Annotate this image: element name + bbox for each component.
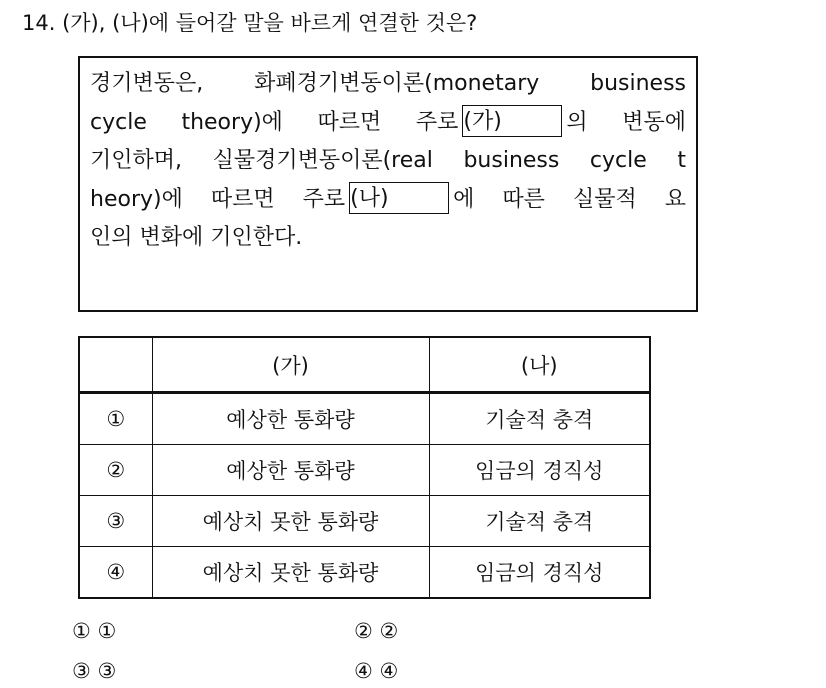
row-number: ① — [79, 393, 152, 445]
cell-ga: 예상치 못한 통화량 — [152, 547, 429, 599]
answer-option-1[interactable] — [72, 614, 116, 648]
answer-label: ④ — [354, 659, 373, 683]
cell-ga: 예상치 못한 통화량 — [152, 496, 429, 547]
passage-line-1: 경기변동은, 화폐경기변동이론(monetary business — [90, 71, 686, 96]
table-header-cell: (가) — [152, 337, 429, 393]
passage-line-5: 인의 변화에 기인한다. — [90, 225, 303, 250]
answer-value: ① — [97, 619, 117, 643]
passage-text: 의 변동에 — [566, 109, 686, 135]
table-header-row — [79, 337, 650, 393]
table-row — [79, 393, 650, 445]
table-row — [79, 547, 650, 599]
table-row — [79, 445, 650, 496]
row-number: ② — [79, 445, 152, 496]
table-header-cell: (나) — [429, 337, 650, 393]
answer-value: ② — [379, 619, 399, 643]
cell-ga: 예상한 통화량 — [152, 445, 429, 496]
answer-label: ① — [72, 619, 91, 643]
cell-na: 임금의 경직성 — [429, 547, 650, 599]
row-number: ③ — [79, 496, 152, 547]
choices-table — [78, 336, 651, 599]
row-number: ④ — [79, 547, 152, 599]
cell-na: 기술적 충격 — [429, 496, 650, 547]
cell-na: 임금의 경직성 — [429, 445, 650, 496]
blank-ga: (가) — [462, 105, 562, 137]
blank-na: (나) — [349, 182, 449, 214]
table-header-cell — [79, 337, 152, 393]
passage-text: heory)에 따르면 주로 — [90, 186, 346, 212]
answer-option-3[interactable] — [72, 654, 116, 688]
passage-text: 에 따른 실물적 요 — [453, 186, 686, 212]
cell-ga: 예상한 통화량 — [152, 393, 429, 445]
question-title: 14. (가), (나)에 들어갈 말을 바르게 연결한 것은? — [22, 11, 478, 35]
passage-line-2 — [90, 104, 686, 143]
answer-option-2[interactable] — [354, 614, 398, 648]
cell-na: 기술적 충격 — [429, 393, 650, 445]
answer-option-4[interactable] — [354, 654, 398, 688]
passage-box — [78, 56, 698, 312]
table-row — [79, 496, 650, 547]
answer-label: ③ — [72, 659, 91, 683]
passage-text: cycle theory)에 따르면 주로 — [90, 109, 459, 135]
passage-line-3: 기인하며, 실물경기변동이론(real business cycle t — [90, 148, 686, 173]
answer-value: ③ — [97, 659, 117, 683]
answer-label: ② — [354, 619, 373, 643]
passage-line-4 — [90, 181, 686, 220]
answer-value: ④ — [379, 659, 399, 683]
